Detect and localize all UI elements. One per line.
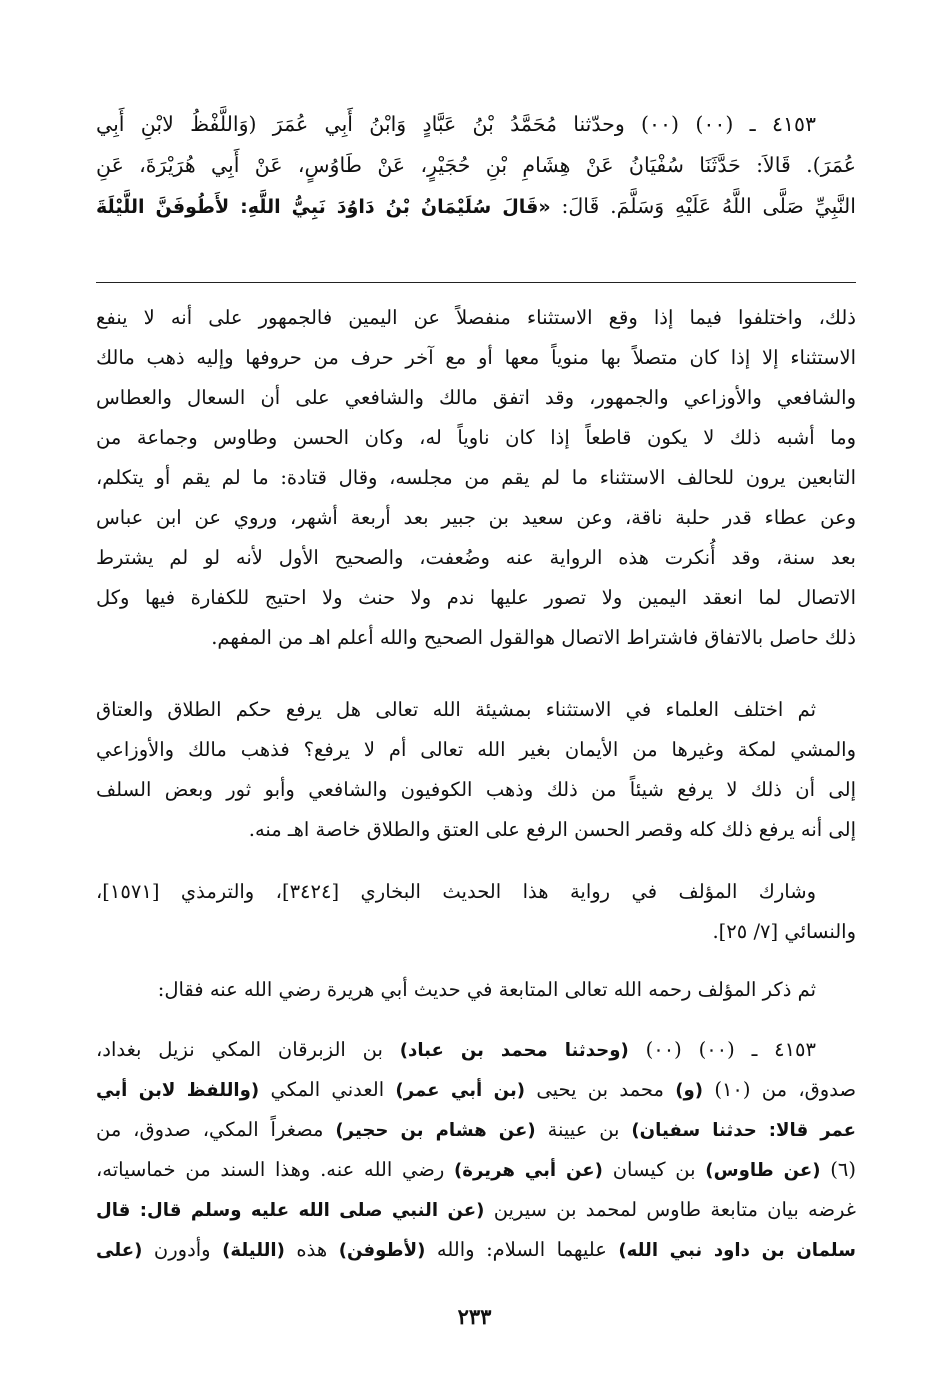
commentary-paragraph — [96, 690, 856, 850]
text-segment: وما أشبه ذلك لا يكون قاطعاً إذا كان ناوياً له، وكان الحسن وطاوس وجماعة من — [96, 426, 856, 449]
page-number: ٢٣٣ — [457, 1304, 492, 1329]
text-segment: إلى أن ذلك لا يرفع شيئاً من ذلك وذهب الكوفيون والشافعي وأبو ثور وبعض السلف — [96, 778, 856, 801]
text-line — [96, 186, 856, 227]
text-segment: ثم ذكر المؤلف رحمه الله تعالى المتابعة في حديث أبي هريرة رضي الله عنه فقال: — [157, 978, 816, 1001]
text-line — [96, 730, 856, 770]
commentary-paragraph — [96, 970, 856, 1010]
bold-text-segment: (وحدثنا محمد بن عباد) — [399, 1040, 629, 1061]
text-line — [96, 1190, 856, 1230]
text-segment: مصغراً المكي، صدوق، من — [96, 1118, 336, 1141]
bold-text-segment: (عن هشام بن حجير) — [335, 1120, 536, 1141]
bold-text-segment: (بن أبي عمر) — [395, 1080, 526, 1101]
text-line — [96, 378, 856, 418]
text-segment: بعد سنة، وقد أُنكرت هذه الرواية عنه وضُعفت، والصحيح الأول لأنه لو لم يشترط — [96, 546, 856, 569]
text-line — [96, 458, 856, 498]
text-segment: والنسائي [٧/ ٢٥]. — [712, 920, 856, 943]
bold-text-segment: (لأطوفن) — [338, 1240, 426, 1261]
text-segment: بن كيسان — [602, 1158, 706, 1181]
text-line — [96, 338, 856, 378]
bold-text-segment: (عن طاوس) — [705, 1160, 821, 1181]
text-segment: والشافعي والأوزاعي والجمهور، وقد اتفق مالك والشافعي على أن السعال والعطاس — [96, 386, 856, 409]
text-segment: محمد بن يحيى — [525, 1078, 676, 1101]
commentary-paragraph — [96, 298, 856, 658]
bold-text-segment: «قَالَ سُلَيْمَانُ بْنُ دَاوُدَ نَبِيُّ اللَّهِ: لأَطُوفَنَّ اللَّيْلَةَ — [96, 196, 551, 218]
text-line — [96, 498, 856, 538]
text-line — [96, 1230, 856, 1270]
text-line — [96, 970, 856, 1010]
text-line — [96, 578, 856, 618]
text-segment: ذلك، واختلفوا فيما إذا وقع الاستثناء منفصلاً عن اليمين فالجمهور على أنه لا ينفع — [96, 306, 856, 329]
text-line — [96, 770, 856, 810]
bold-text-segment: (عن أبي هريرة) — [454, 1160, 603, 1181]
text-segment: وشارك المؤلف في رواية هذا الحديث البخاري [٣٤٢٤]، والترمذي [١٥٧١]، — [96, 880, 816, 903]
text-line — [96, 1110, 856, 1150]
text-line — [96, 298, 856, 338]
text-segment: عُمَرَ). قَالاَ: حَدَّثَنَا سُفْيَانُ عَنْ هِشَامِ بْنِ حُجَيْرٍ، عَنْ طَاوُسٍ، عَنْ أَبِي هُرَيْرَةَ، عَنِ — [96, 153, 856, 177]
text-line — [96, 1030, 856, 1070]
text-segment: صدوق، من (١٠) — [703, 1078, 857, 1101]
text-line — [96, 418, 856, 458]
text-line — [96, 104, 856, 145]
bold-text-segment: (عن النبي صلى الله عليه وسلم قال: قال — [96, 1200, 485, 1221]
text-segment: رضي الله عنه. وهذا السند من خماسياته، — [96, 1158, 454, 1181]
text-line — [96, 810, 856, 850]
footnote-divider — [96, 282, 856, 283]
bold-text-segment: (الليلة) — [222, 1240, 285, 1261]
text-line — [96, 872, 856, 912]
bold-text-segment: (واللفظ لابن أبي — [96, 1080, 260, 1101]
text-segment: هذه — [284, 1238, 339, 1261]
text-segment: (٦) — [820, 1158, 857, 1181]
text-segment: إلى أنه يرفع ذلك كله وقصر الحسن الرفع على العتق والطلاق خاصة اهـ منه. — [248, 818, 856, 841]
text-line — [96, 538, 856, 578]
text-segment: وأدورن — [142, 1238, 223, 1261]
bold-text-segment: (و) — [675, 1080, 704, 1101]
text-segment: ذلك حاصل بالاتفاق فاشتراط الاتصال هوالقول الصحيح والله أعلم اهـ من المفهم. — [211, 626, 856, 649]
text-line — [96, 145, 856, 186]
text-segment: والمشي لمكة وغيرها من الأيمان بغير الله تعالى أم لا يرفع؟ فذهب مالك والأوزاعي — [96, 738, 856, 761]
text-line — [96, 690, 856, 730]
text-segment: الاستثناء إلا إذا كان متصلاً بها منوياً معها أو مع آخر حرف من حروفها وإليه ذهب مالك — [96, 346, 856, 369]
text-segment: بن عيينة — [535, 1118, 632, 1141]
text-segment: الاتصال لما انعقد اليمين ولا تصور عليها ندم ولا حنث ولا احتيج للكفارة فيها وكل — [96, 586, 856, 609]
text-segment: وعن عطاء قدر حلبة ناقة، وعن سعيد بن جبير بعد أربعة أشهر، وروي عن ابن عباس — [96, 506, 856, 529]
commentary-paragraph — [96, 1030, 856, 1270]
text-segment: النَّبِيِّ صَلَّى اللَّهُ عَلَيْهِ وَسَلَّمَ. قَالَ: — [550, 194, 856, 218]
text-segment: عليهما السلام: والله — [425, 1238, 619, 1261]
text-segment: ٤١٥٣ ـ (٠٠) (٠٠) وحدّثنا مُحَمَّدُ بْنُ عَبَّادٍ وَابْنُ أَبِي عُمَرَ (وَاللَّفْظُ لابْنِ أَبِي — [96, 112, 817, 136]
text-segment: بن الزبرقان المكي نزيل بغداد، — [96, 1038, 400, 1061]
text-segment: التابعين يرون للحالف الاستثناء ما لم يقم من مجلسه، وقال قتادة: ما لم يقم أو يتكلم، — [96, 466, 856, 489]
bold-text-segment: سلمان بن داود نبي الله) — [618, 1240, 856, 1261]
bold-text-segment: (على — [96, 1240, 143, 1261]
text-line — [96, 912, 856, 952]
text-line — [96, 618, 856, 658]
text-segment: ٤١٥٣ ـ (٠٠) (٠٠) — [628, 1038, 817, 1061]
text-segment: غرضه بيان متابعة طاوس لمحمد بن سيرين — [484, 1198, 856, 1221]
commentary-paragraph — [96, 872, 856, 952]
hadith-text — [96, 104, 856, 227]
text-segment: العدني المكي — [259, 1078, 396, 1101]
text-segment: ثم اختلف العلماء في الاستثناء بمشيئة الله تعالى هل يرفع حكم الطلاق والعتاق — [96, 698, 816, 721]
bold-text-segment: عمر قالا: حدثنا سفيان) — [631, 1120, 857, 1141]
text-line — [96, 1150, 856, 1190]
text-line — [96, 1070, 856, 1110]
